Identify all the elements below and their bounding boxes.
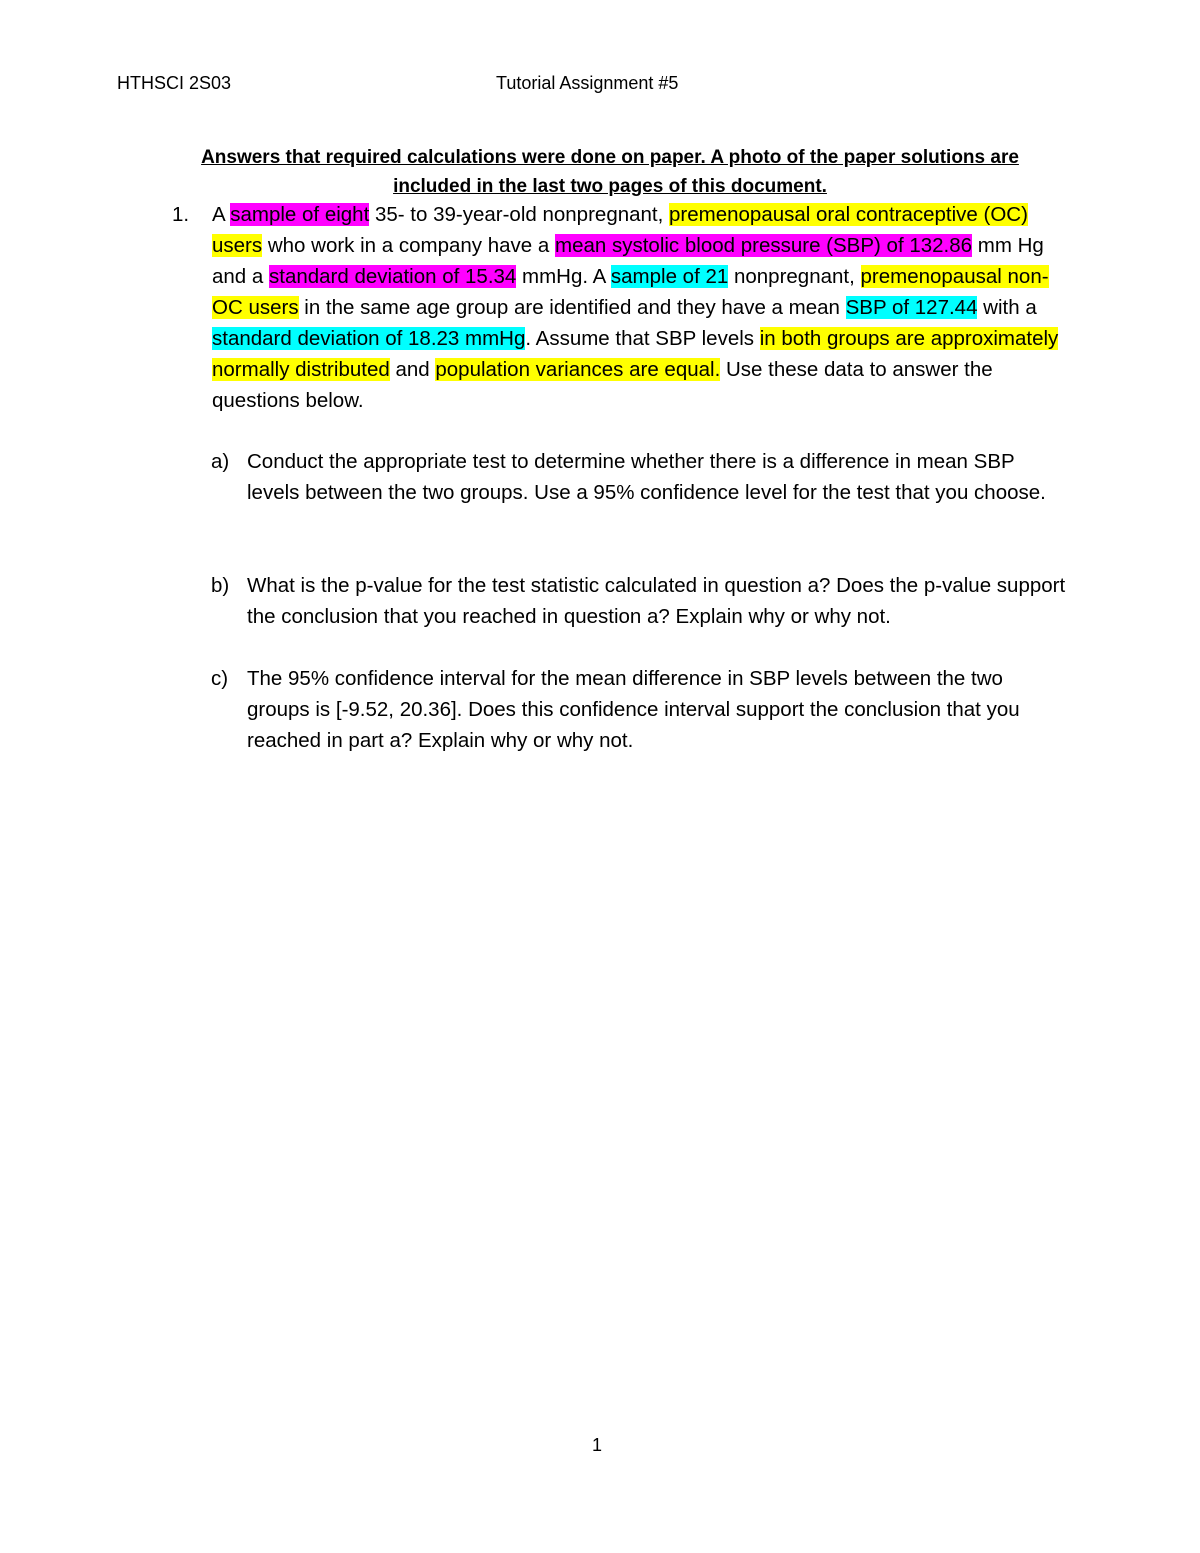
q-text: A	[212, 203, 231, 226]
question-1-text	[212, 199, 1062, 416]
q-text: . Assume that SBP levels	[525, 327, 760, 350]
subquestion-a-text: Conduct the appropriate test to determine whether there is a difference in mean SBP levels between the two groups. Use a 95% confidence level for the test that you choose.	[247, 450, 1046, 504]
highlight-yellow: premenopausal non-OC users	[212, 265, 1049, 319]
q-text: mm Hg and a	[212, 234, 1044, 288]
subquestion-label-c: c)	[211, 667, 229, 690]
highlight-cyan: standard deviation of 18.23 mmHg	[212, 327, 526, 350]
page-number: 1	[592, 1435, 603, 1455]
highlight-magenta: mean systolic blood pressure (SBP) of 132.86	[555, 234, 973, 257]
q-text: nonpregnant,	[728, 265, 861, 288]
notice-text: Answers that required calculations were done on paper. A photo of the paper solutions are included in the last two pages of this document.	[201, 147, 1019, 197]
header-course: HTHSCI 2S03	[117, 73, 232, 93]
highlight-yellow: population variances are equal.	[435, 358, 721, 381]
highlight-yellow: in both groups are approximately normally distributed	[212, 327, 1059, 381]
highlight-yellow: premenopausal oral contraceptive (OC) users	[212, 203, 1028, 257]
subquestion-label-a: a)	[211, 450, 230, 473]
highlight-magenta: standard deviation of 15.34	[269, 265, 517, 288]
q-text: 35- to 39-year-old nonpregnant,	[369, 203, 670, 226]
header-title: Tutorial Assignment #5	[496, 73, 679, 93]
highlight-magenta: sample of eight	[230, 203, 370, 226]
q-text: in the same age group are identified and they have a mean	[298, 296, 846, 319]
subquestion-b-text: What is the p-value for the test statistic calculated in question a? Does the p-value support the conclusion that you reached in question a? Explain why or why not.	[247, 574, 1066, 628]
q-text: who work in a company have a	[262, 234, 555, 257]
q-text: mmHg. A	[516, 265, 611, 288]
q-text: Use these data to answer the questions below.	[212, 358, 993, 412]
q-text: with a	[977, 296, 1037, 319]
q-text: and	[389, 358, 436, 381]
question-number: 1.	[172, 203, 190, 226]
subquestion-label-b: b)	[211, 574, 230, 597]
highlight-cyan: SBP of 127.44	[845, 296, 978, 319]
subquestion-c-text: The 95% confidence interval for the mean difference in SBP levels between the two groups is [-9.52, 20.36]. Does this confidence interval support the conclusion that you reached in part a? Explain why or why not.	[247, 667, 1020, 752]
highlight-cyan: sample of 21	[610, 265, 729, 288]
